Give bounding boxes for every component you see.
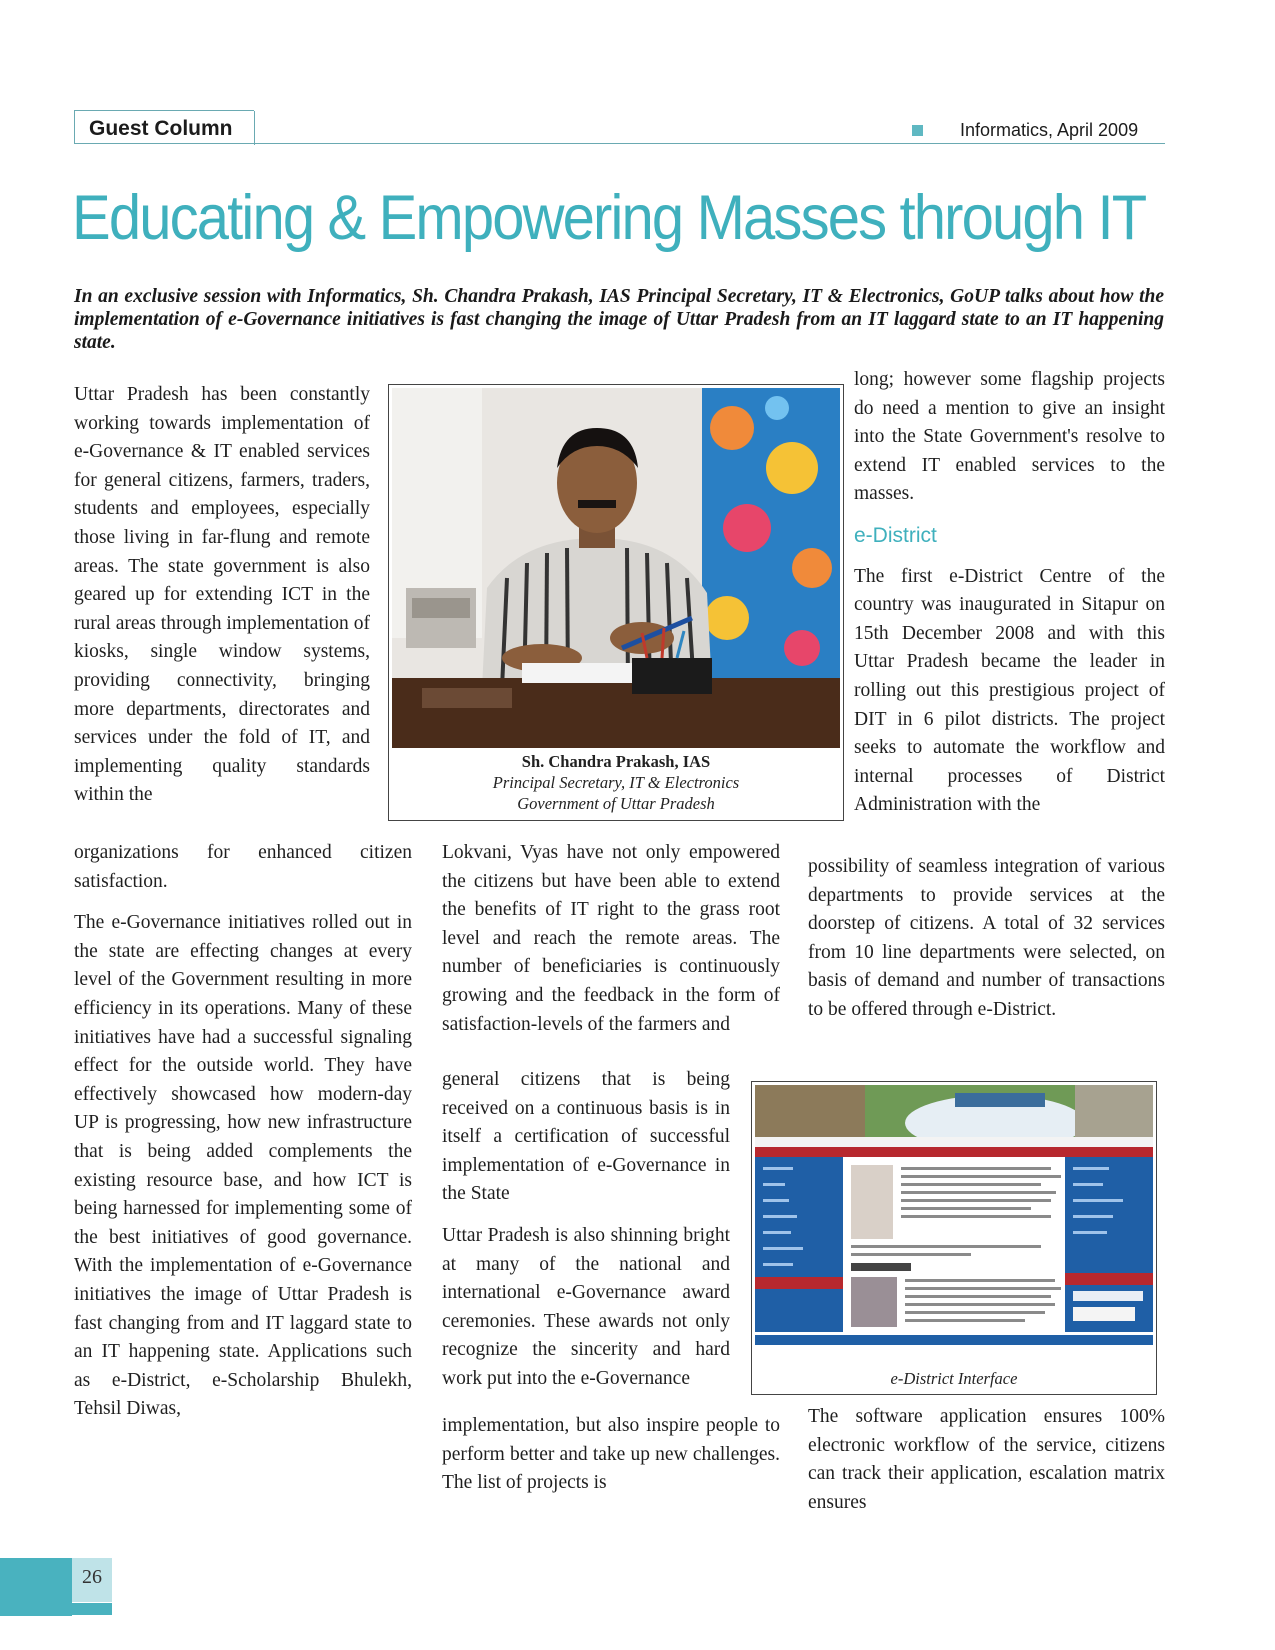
- column-2-bottom: [442, 1412, 780, 1498]
- e-district-caption: e-District Interface: [890, 1369, 1018, 1388]
- portrait-photo: [392, 388, 840, 748]
- column-3-middle: [808, 853, 1165, 1038]
- article-headline: Educating & Empowering Masses through IT: [72, 183, 1146, 253]
- col3-para2-part1: The first e-District Centre of the country was inaugurated in Sitapur on 15th December 2008 and with this Uttar Pradesh became the leader in rolling out this prestigious project of DIT in 6 pilot districts. The project seeks to automate the workflow and internal processes of District Administration with the: [854, 565, 1165, 816]
- col1-para1-part1: Uttar Pradesh has been constantly working towards implementation of e-Governance & IT enabled services for general citizens, farmers, traders, students and employees, especially those living in far-flung and remote areas. The state government is also geared up for extending ICT in the rural areas through implementation of kiosks, single window systems, providing connectivity, bringing more departments, directorates and services under the fold of IT, and implementing quality standards within the: [74, 384, 370, 806]
- column-2-middle: [442, 1066, 730, 1394]
- header-square-icon: [912, 125, 923, 136]
- portrait-caption: [389, 751, 843, 814]
- caption-org: Government of Uttar Pradesh: [517, 794, 715, 813]
- col2-para2-part1: Uttar Pradesh is also shinning bright at many of the national and international e-Governance award ceremonies. These awards not only recognize the sincerity and hard work put into the e-Governance: [442, 1224, 730, 1389]
- portrait-figure: [388, 384, 844, 821]
- col2-para1-part1: Lokvani, Vyas have not only empowered the citizens but have been able to extend the benefits of IT right to the grass root level and reach the remote areas. The number of beneficiaries is continuously growing and the feedback in the form of satisfaction-levels of the farmers and: [442, 842, 780, 1035]
- col1-para2: The e-Governance initiatives rolled out in the state are effecting changes at every level of the Government resulting in more efficiency in its operations. Many of these initiatives have had a successful signaling effect for the outside world. They have effectively showcased how modern-day UP is progressing, how new infrastructure that is being added complements the existing resource base, and how ICT is being harnessed for implementing some of the best initiatives of good governance. With the implementation of e-Governance initiatives the image of Uttar Pradesh is fast changing from and IT laggard state to an IT happening state. Applications such as e-District, e-Scholarship Bhulekh, Tehsil Diwas,: [74, 912, 412, 1420]
- e-district-figure: [751, 1081, 1157, 1395]
- column-1-top: [74, 381, 370, 810]
- column-2-top: [442, 839, 780, 1039]
- col2-para2-part2: implementation, but also inspire people to perform better and take up new challenges. The list of projects is: [442, 1415, 780, 1494]
- column-1-bottom: [74, 839, 412, 1437]
- e-district-screenshot: [755, 1085, 1153, 1366]
- col3-para2-part2: possibility of seamless integration of various departments to provide services at the doorstep of citizens. A total of 32 services from 10 line departments were selected, on basis of demand and number of transactions to be offered through e-District.: [808, 856, 1165, 1020]
- subhead-e-district: e-District: [854, 523, 937, 547]
- col1-para1-part2: organizations for enhanced citizen satisfaction.: [74, 842, 412, 892]
- caption-title: Principal Secretary, IT & Electronics: [492, 773, 740, 792]
- caption-name: Sh. Chandra Prakash, IAS: [521, 752, 711, 771]
- footer-strip: [0, 1603, 112, 1615]
- column-3-bottom: [808, 1403, 1165, 1530]
- section-tag: Guest Column: [74, 110, 254, 144]
- e-district-illustration: [755, 1085, 1153, 1366]
- col2-para1-part2: general citizens that is being received on a continuous basis is in itself a certification of successful implementation of e-Governance in the State: [442, 1069, 730, 1205]
- col3-para3: The software application ensures 100% electronic workflow of the service, citizens can track their application, escalation matrix ensures: [808, 1406, 1165, 1513]
- portrait-illustration: [392, 388, 840, 748]
- column-3-top: [854, 366, 1165, 820]
- page-number: 26: [82, 1566, 102, 1588]
- col3-para1: long; however some flagship projects do need a mention to give an insight into the State Government's resolve to extend IT enabled services to the masses.: [854, 369, 1165, 505]
- issue-label: Informatics, April 2009: [960, 120, 1139, 140]
- article-standfirst: In an exclusive session with Informatics, Sh. Chandra Prakash, IAS Principal Secretary, IT & Electronics, GoUP talks about how the implementation of e-Governance initiatives is fast changing the image of Uttar Pradesh from an IT laggard state to an IT happening state.: [74, 286, 1164, 353]
- header-rule: [74, 143, 1165, 144]
